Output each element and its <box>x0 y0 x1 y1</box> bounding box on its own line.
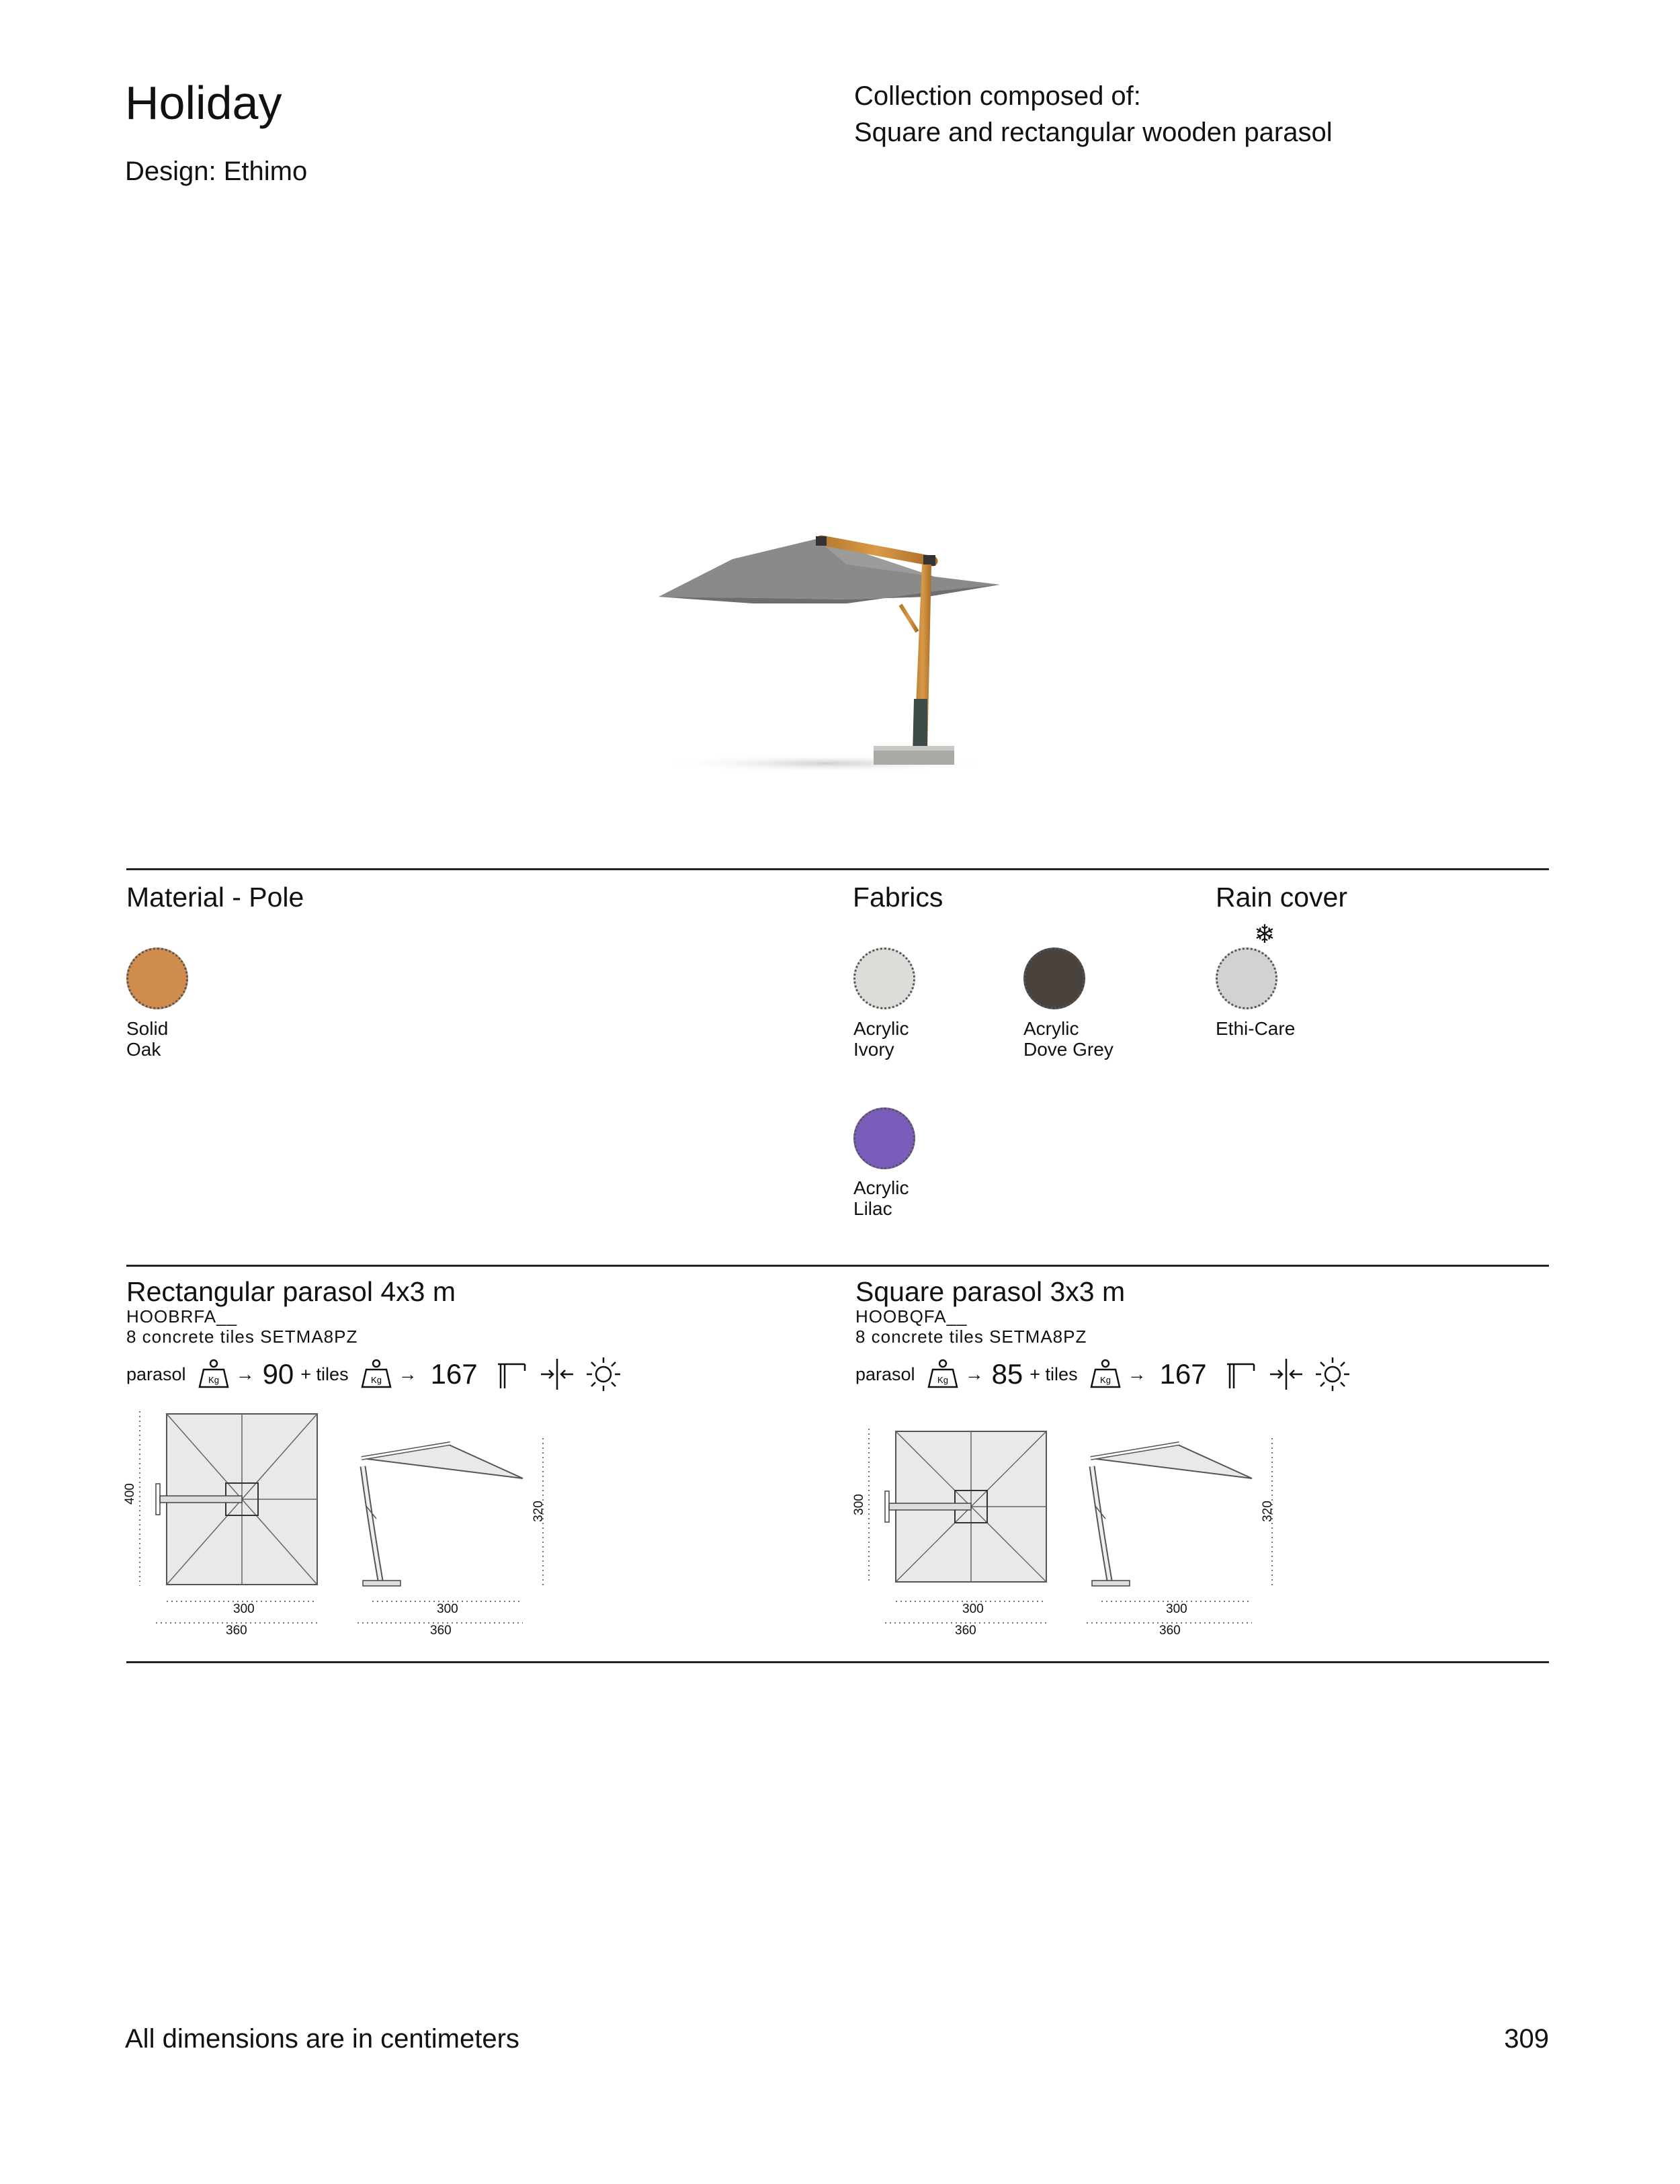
sun-icon <box>1314 1356 1351 1392</box>
swatch-label-solid-oak: Solid Oak <box>126 1018 169 1060</box>
svg-text:Kg: Kg <box>937 1375 948 1385</box>
parasol-label: parasol <box>126 1363 186 1384</box>
product-square <box>855 1277 1125 1347</box>
foldable-icon <box>538 1357 576 1391</box>
svg-text:Kg: Kg <box>208 1375 219 1385</box>
parasol-product-image <box>645 497 1021 780</box>
swatch-label-acrylic-dove-grey: Acrylic Dove Grey <box>1023 1018 1114 1060</box>
total-weight: 167 <box>430 1358 478 1390</box>
product-code: HOOBQFA__ <box>855 1306 968 1327</box>
page-number: 309 <box>1504 2024 1549 2054</box>
parasol-weight: 85 <box>991 1358 1023 1390</box>
fabrics-heading: Fabrics <box>853 882 943 913</box>
section-divider <box>126 1265 1549 1267</box>
square-parasol-drawing <box>855 1404 1292 1646</box>
sun-icon <box>585 1356 622 1392</box>
dim-inner-width: 300 <box>962 1602 984 1616</box>
weight-kg-icon <box>1089 1359 1122 1390</box>
swatch-label-acrylic-lilac: Acrylic Lilac <box>853 1177 909 1219</box>
product-code: HOOBRFA__ <box>126 1306 238 1327</box>
page-title: Holiday <box>125 77 282 129</box>
cantilever-parasol-icon <box>494 1357 529 1391</box>
footer-note: All dimensions are in centimeters <box>125 2024 519 2054</box>
collection-line-1: Collection composed of: <box>854 81 1141 111</box>
dim-side-height: 320 <box>1260 1501 1275 1522</box>
parasol-weight: 90 <box>262 1358 294 1390</box>
dim-outer-width: 360 <box>955 1624 976 1638</box>
dim-side-inner: 300 <box>437 1602 458 1616</box>
foldable-icon <box>1267 1357 1305 1391</box>
swatch-solid-oak <box>126 948 188 1009</box>
snowflake-icon: ❄ <box>1254 921 1275 949</box>
arrow-icon: → <box>1127 1363 1146 1384</box>
arrow-icon: → <box>235 1363 255 1384</box>
arrow-icon: → <box>964 1363 984 1384</box>
tiles-label: + tiles <box>1030 1363 1078 1384</box>
dim-inner-width: 300 <box>233 1602 255 1616</box>
swatch-acrylic-ivory <box>853 948 915 1009</box>
product-rectangular <box>126 1277 456 1347</box>
weight-kg-icon <box>926 1359 960 1390</box>
section-divider <box>126 1661 1549 1663</box>
cantilever-parasol-icon <box>1223 1357 1258 1391</box>
swatch-label-acrylic-ivory: Acrylic Ivory <box>853 1018 909 1060</box>
tiles-label: + tiles <box>300 1363 349 1384</box>
design-credit: Design: Ethimo <box>125 157 308 186</box>
svg-text:Kg: Kg <box>1099 1375 1111 1385</box>
product-title: Square parasol 3x3 m <box>855 1276 1126 1307</box>
swatch-label-ethi-care: Ethi-Care <box>1216 1018 1296 1039</box>
product-tiles: 8 concrete tiles SETMA8PZ <box>855 1327 1087 1347</box>
parasol-label: parasol <box>855 1363 915 1384</box>
swatch-acrylic-lilac <box>853 1107 915 1169</box>
weight-info <box>126 1356 622 1392</box>
collection-line-2: Square and rectangular wooden parasol <box>854 118 1333 147</box>
dim-top-side: 400 <box>122 1483 137 1505</box>
weight-info <box>855 1356 1351 1392</box>
rectangular-parasol-drawing <box>126 1404 563 1646</box>
dim-side-inner: 300 <box>1166 1602 1187 1616</box>
dim-side-height: 320 <box>531 1501 546 1522</box>
total-weight: 167 <box>1159 1358 1207 1390</box>
dim-top-side: 300 <box>851 1494 866 1515</box>
dim-side-outer: 360 <box>1159 1624 1181 1638</box>
weight-kg-icon <box>360 1359 393 1390</box>
product-tiles: 8 concrete tiles SETMA8PZ <box>126 1327 358 1347</box>
dim-side-outer: 360 <box>430 1624 452 1638</box>
swatch-ethi-care <box>1216 948 1277 1009</box>
dim-outer-width: 360 <box>226 1624 247 1638</box>
weight-kg-icon <box>197 1359 230 1390</box>
arrow-icon: → <box>398 1363 417 1384</box>
rain-cover-heading: Rain cover <box>1216 882 1347 913</box>
product-title: Rectangular parasol 4x3 m <box>126 1276 456 1307</box>
swatch-acrylic-dove-grey <box>1023 948 1085 1009</box>
svg-text:Kg: Kg <box>370 1375 382 1385</box>
section-divider <box>126 868 1549 870</box>
material-pole-heading: Material - Pole <box>126 882 304 913</box>
collection-description <box>854 78 1333 151</box>
